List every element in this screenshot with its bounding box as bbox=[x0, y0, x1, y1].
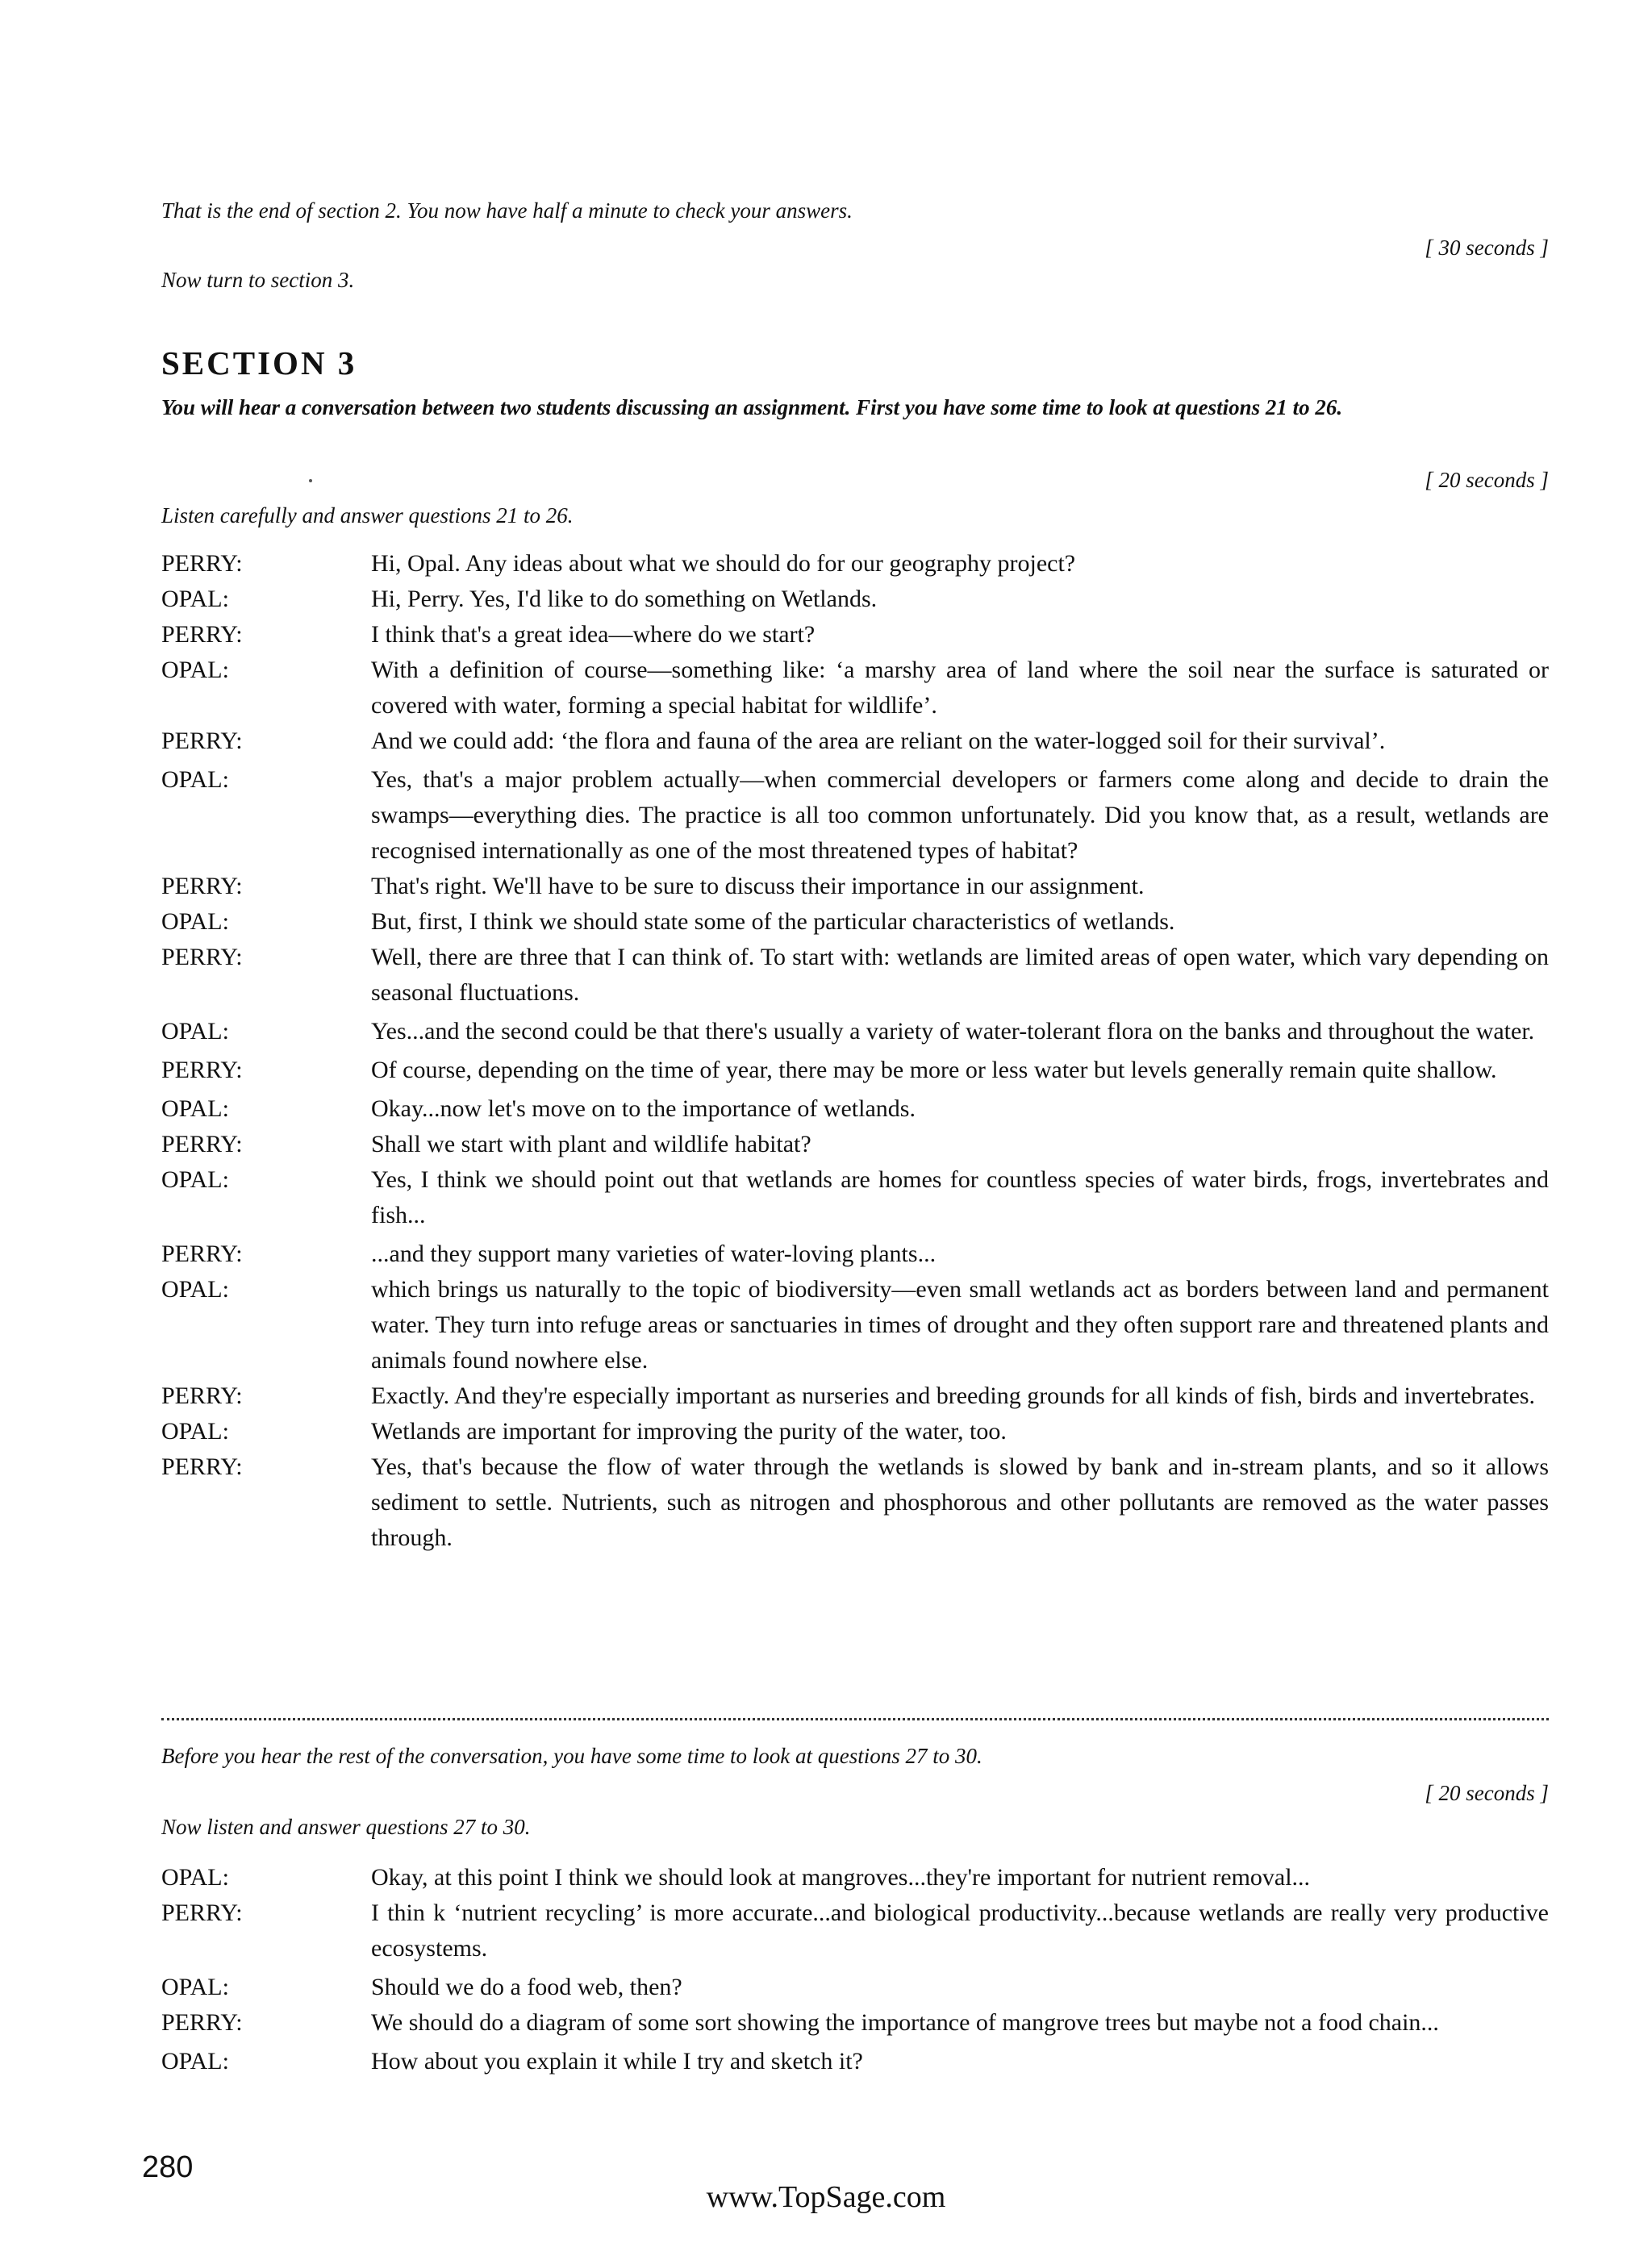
before-rest-instruction: Before you hear the rest of the conversation, you have some time to look at questions 27 to 30. bbox=[161, 1744, 982, 1768]
speaker-label: PERRY: bbox=[161, 1899, 243, 1926]
dialogue-line bbox=[161, 904, 1549, 940]
dialogue-line bbox=[161, 1127, 1549, 1162]
dialogue-line bbox=[161, 1970, 1549, 2005]
footer-url: www.TopSage.com bbox=[706, 2180, 946, 2214]
dialogue-line bbox=[161, 2044, 1549, 2079]
line-text: Okay, at this point I think we should look at mangroves...they're important for nutrient removal... bbox=[371, 1864, 1311, 1891]
speaker-label: OPAL: bbox=[161, 586, 229, 612]
end-of-section-instruction: That is the end of section 2. You now have half a minute to check your answers. bbox=[161, 198, 853, 223]
speaker-label: PERRY: bbox=[161, 728, 243, 754]
line-text: Should we do a food web, then? bbox=[371, 1974, 682, 2000]
dialogue-part-1 bbox=[161, 546, 1549, 1556]
dialogue-line bbox=[161, 582, 1549, 617]
line-text: ...and they support many varieties of water-loving plants... bbox=[371, 1241, 937, 1267]
dialogue-line bbox=[161, 1091, 1549, 1127]
dialogue-line bbox=[161, 940, 1549, 1011]
dialogue-part-2 bbox=[161, 1860, 1549, 2079]
dialogue-line bbox=[161, 1449, 1549, 1556]
speaker-label: PERRY: bbox=[161, 2009, 243, 2036]
dialogue-line bbox=[161, 1014, 1549, 1049]
line-text: But, first, I think we should state some of the particular characteristics of wetlands. bbox=[371, 908, 1175, 935]
line-text: Yes, that's because the flow of water through the wetlands is slowed by bank and in-stream plants, and so it allows sediment to settle. Nutrients, such as nitrogen and phosphorous and other pollutants are removed as the water passes through. bbox=[371, 1453, 1549, 1551]
speaker-label: OPAL: bbox=[161, 1095, 229, 1122]
listen-instruction-21-26: Listen carefully and answer questions 21 to 26. bbox=[161, 503, 574, 528]
listen-instruction-27-30: Now listen and answer questions 27 to 30. bbox=[161, 1815, 531, 1839]
line-text: With a definition of course—something like: ‘a marshy area of land where the soil near the surface is saturated or covered with water, forming a special habitat for wildlife’. bbox=[371, 657, 1549, 719]
dialogue-line bbox=[161, 869, 1549, 904]
dialogue-line bbox=[161, 2005, 1549, 2041]
page-number: 280 bbox=[142, 2150, 194, 2184]
speaker-label: PERRY: bbox=[161, 1131, 243, 1157]
line-text: Hi, Perry. Yes, I'd like to do something on Wetlands. bbox=[371, 586, 878, 612]
speaker-label: PERRY: bbox=[161, 1382, 243, 1409]
speaker-label: OPAL: bbox=[161, 1018, 229, 1045]
speaker-label: PERRY: bbox=[161, 873, 243, 899]
section-title: SECTION 3 bbox=[161, 344, 357, 382]
dialogue-line bbox=[161, 546, 1549, 582]
dialogue-line bbox=[161, 1162, 1549, 1233]
line-text: Hi, Opal. Any ideas about what we should do for our geography project? bbox=[371, 550, 1076, 577]
speaker-label: PERRY: bbox=[161, 1241, 243, 1267]
line-text: Wetlands are important for improving the purity of the water, too. bbox=[371, 1418, 1007, 1445]
line-text: Yes, that's a major problem actually—when commercial developers or farmers come along and decide to drain the swamps—everything dies. The practice is all too common unfortunately. Did you know that, as a result, wetlands are recognised internationally as one of the most threatened types of habitat? bbox=[371, 766, 1549, 864]
timing-30-seconds: [ 30 seconds ] bbox=[1425, 236, 1549, 260]
line-text: Shall we start with plant and wildlife habitat? bbox=[371, 1131, 811, 1157]
speaker-label: OPAL: bbox=[161, 1276, 229, 1303]
speaker-label: OPAL: bbox=[161, 2048, 229, 2075]
speaker-label: OPAL: bbox=[161, 1418, 229, 1445]
scan-speck bbox=[309, 479, 312, 482]
line-text: I thin k ‘nutrient recycling’ is more accurate...and biological productivity...because wetlands are really very productive ecosystems. bbox=[371, 1899, 1549, 1962]
line-text: And we could add: ‘the flora and fauna of the area are reliant on the water-logged soil for their survival’. bbox=[371, 728, 1386, 754]
line-text: That's right. We'll have to be sure to discuss their importance in our assignment. bbox=[371, 873, 1145, 899]
dialogue-line bbox=[161, 762, 1549, 869]
speaker-label: PERRY: bbox=[161, 944, 243, 970]
dialogue-line bbox=[161, 1053, 1549, 1088]
line-text: Exactly. And they're especially important as nurseries and breeding grounds for all kinds of fish, birds and invertebrates. bbox=[371, 1382, 1536, 1409]
speaker-label: OPAL: bbox=[161, 1974, 229, 2000]
dialogue-line bbox=[161, 1895, 1549, 1966]
speaker-label: OPAL: bbox=[161, 1166, 229, 1193]
dotted-separator bbox=[161, 1718, 1549, 1720]
section-description: You will hear a conversation between two students discussing an assignment. First you have some time to look at questions 21 to 26. bbox=[161, 395, 1343, 419]
dialogue-line bbox=[161, 617, 1549, 653]
line-text: Yes...and the second could be that there's usually a variety of water-tolerant flora on the banks and throughout the water. bbox=[371, 1018, 1535, 1045]
line-text: Yes, I think we should point out that wetlands are homes for countless species of water birds, frogs, invertebrates and fish... bbox=[371, 1166, 1549, 1228]
line-text: I think that's a great idea—where do we start? bbox=[371, 621, 816, 648]
dialogue-line bbox=[161, 1236, 1549, 1272]
speaker-label: PERRY: bbox=[161, 621, 243, 648]
dialogue-line bbox=[161, 1378, 1549, 1414]
dialogue-line bbox=[161, 1272, 1549, 1378]
line-text: Well, there are three that I can think of. To start with: wetlands are limited areas of open water, which vary depending on seasonal fluctuations. bbox=[371, 944, 1549, 1006]
line-text: How about you explain it while I try and sketch it? bbox=[371, 2048, 863, 2075]
line-text: Okay...now let's move on to the importance of wetlands. bbox=[371, 1095, 916, 1122]
line-text: Of course, depending on the time of year, there may be more or less water but levels generally remain quite shallow. bbox=[371, 1057, 1497, 1083]
dialogue-line bbox=[161, 653, 1549, 724]
line-text: which brings us naturally to the topic of biodiversity—even small wetlands act as borders between land and permanent water. They turn into refuge areas or sanctuaries in times of drought and they often support rare and threatened plants and animals found nowhere else. bbox=[371, 1276, 1549, 1374]
speaker-label: OPAL: bbox=[161, 657, 229, 683]
speaker-label: OPAL: bbox=[161, 766, 229, 793]
speaker-label: PERRY: bbox=[161, 550, 243, 577]
speaker-label: PERRY: bbox=[161, 1453, 243, 1480]
dialogue-line bbox=[161, 1414, 1549, 1449]
timing-20-seconds-second: [ 20 seconds ] bbox=[1425, 1781, 1549, 1805]
dialogue-line bbox=[161, 1860, 1549, 1895]
speaker-label: PERRY: bbox=[161, 1057, 243, 1083]
speaker-label: OPAL: bbox=[161, 1864, 229, 1891]
line-text: We should do a diagram of some sort showing the importance of mangrove trees but maybe not a food chain... bbox=[371, 2009, 1439, 2036]
timing-20-seconds-first: [ 20 seconds ] bbox=[1425, 468, 1549, 492]
speaker-label: OPAL: bbox=[161, 908, 229, 935]
turn-to-section-instruction: Now turn to section 3. bbox=[161, 268, 355, 292]
dialogue-line bbox=[161, 724, 1549, 759]
